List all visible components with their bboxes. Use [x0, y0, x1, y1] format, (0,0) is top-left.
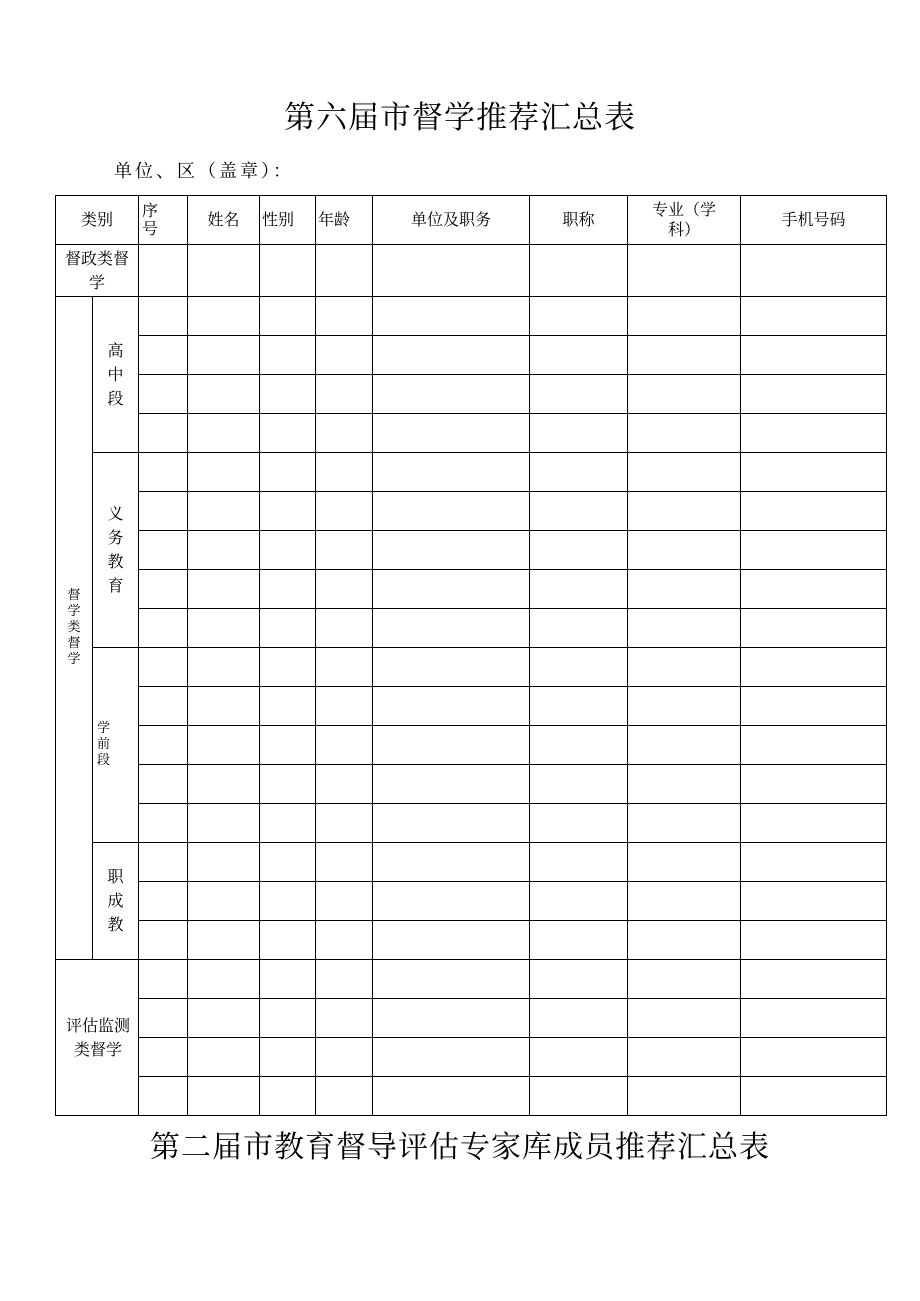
cell[interactable] [188, 531, 260, 570]
cell[interactable] [530, 687, 628, 726]
cell[interactable] [373, 531, 530, 570]
table-row [56, 804, 887, 843]
cell[interactable] [530, 609, 628, 648]
cell[interactable] [373, 843, 530, 882]
category-academic: 督学类督学 [56, 297, 93, 960]
cell[interactable] [628, 960, 741, 999]
cell[interactable] [139, 1077, 188, 1116]
cell[interactable] [628, 1038, 741, 1077]
cell[interactable] [373, 375, 530, 414]
cell[interactable] [139, 336, 188, 375]
cell[interactable] [530, 570, 628, 609]
cell[interactable] [628, 687, 741, 726]
cell[interactable] [188, 921, 260, 960]
header-major: 专业（学科） [628, 196, 741, 245]
cell[interactable] [741, 375, 887, 414]
cell[interactable] [316, 531, 373, 570]
cell[interactable] [316, 1038, 373, 1077]
cell[interactable] [188, 609, 260, 648]
subcategory-high-school: 高中段 [93, 297, 139, 453]
cell[interactable] [139, 1038, 188, 1077]
header-seq: 序号 [139, 196, 188, 245]
table-row [56, 245, 887, 297]
cell[interactable] [628, 531, 741, 570]
table-row [56, 336, 887, 375]
cell[interactable] [741, 843, 887, 882]
cell[interactable] [316, 648, 373, 687]
page-title: 第六届市督学推荐汇总表 [284, 100, 636, 136]
cell[interactable] [260, 726, 316, 765]
cell[interactable] [373, 336, 530, 375]
table-row [56, 414, 887, 453]
cell[interactable] [741, 1038, 887, 1077]
cell[interactable] [139, 648, 188, 687]
cell[interactable] [373, 999, 530, 1038]
cell[interactable] [628, 726, 741, 765]
cell[interactable] [741, 882, 887, 921]
cell[interactable] [316, 999, 373, 1038]
cell[interactable] [628, 414, 741, 453]
cell[interactable] [316, 804, 373, 843]
cell[interactable] [373, 245, 530, 297]
cell[interactable] [373, 609, 530, 648]
cell[interactable] [260, 882, 316, 921]
cell[interactable] [741, 726, 887, 765]
cell[interactable] [373, 414, 530, 453]
cell[interactable] [530, 336, 628, 375]
recommendation-table [55, 195, 887, 1116]
cell[interactable] [260, 843, 316, 882]
table-row [56, 999, 887, 1038]
cell[interactable] [139, 765, 188, 804]
cell[interactable] [260, 687, 316, 726]
cell[interactable] [530, 245, 628, 297]
cell[interactable] [260, 570, 316, 609]
cell[interactable] [628, 882, 741, 921]
cell[interactable] [373, 1038, 530, 1077]
cell[interactable] [188, 726, 260, 765]
cell[interactable] [530, 726, 628, 765]
cell[interactable] [188, 648, 260, 687]
cell[interactable] [260, 245, 316, 297]
subcategory-vocational: 职成教 [93, 843, 139, 960]
cell[interactable] [741, 1077, 887, 1116]
cell[interactable] [530, 297, 628, 336]
cell[interactable] [188, 765, 260, 804]
cell[interactable] [260, 999, 316, 1038]
cell[interactable] [139, 609, 188, 648]
unit-stamp-label: 单位、区（盖章）： [114, 161, 294, 182]
cell[interactable] [188, 999, 260, 1038]
second-table-title: 第二届市教育督导评估专家库成员推荐汇总表 [150, 1130, 770, 1165]
cell[interactable] [260, 765, 316, 804]
cell[interactable] [316, 882, 373, 921]
cell[interactable] [628, 336, 741, 375]
cell[interactable] [316, 245, 373, 297]
cell[interactable] [188, 687, 260, 726]
cell[interactable] [530, 531, 628, 570]
cell[interactable] [139, 453, 188, 492]
header-age: 年龄 [316, 196, 373, 245]
cell[interactable] [316, 570, 373, 609]
cell[interactable] [188, 336, 260, 375]
cell[interactable] [139, 726, 188, 765]
cell[interactable] [741, 648, 887, 687]
cell[interactable] [373, 648, 530, 687]
cell[interactable] [316, 453, 373, 492]
table-row [56, 531, 887, 570]
header-gender: 性别 [260, 196, 316, 245]
table-row [56, 882, 887, 921]
header-row [56, 196, 887, 245]
cell[interactable] [139, 882, 188, 921]
cell[interactable] [316, 375, 373, 414]
cell[interactable] [316, 765, 373, 804]
cell[interactable] [530, 804, 628, 843]
table-row [56, 453, 887, 492]
cell[interactable] [530, 375, 628, 414]
table-row [56, 687, 887, 726]
cell[interactable] [628, 843, 741, 882]
cell[interactable] [741, 492, 887, 531]
cell[interactable] [188, 1077, 260, 1116]
subcategory-preschool: 学前段 [93, 648, 139, 843]
cell[interactable] [139, 921, 188, 960]
cell[interactable] [373, 687, 530, 726]
cell[interactable] [316, 1077, 373, 1116]
table-row [56, 648, 887, 687]
cell[interactable] [628, 609, 741, 648]
cell[interactable] [628, 570, 741, 609]
cell[interactable] [188, 960, 260, 999]
table-row [56, 609, 887, 648]
table-row [56, 297, 887, 336]
cell[interactable] [188, 1038, 260, 1077]
cell[interactable] [260, 609, 316, 648]
category-admin: 督政类督学 [56, 245, 139, 297]
cell[interactable] [260, 1077, 316, 1116]
cell[interactable] [188, 570, 260, 609]
cell[interactable] [188, 375, 260, 414]
cell[interactable] [530, 882, 628, 921]
cell[interactable] [260, 648, 316, 687]
cell[interactable] [139, 687, 188, 726]
cell[interactable] [373, 804, 530, 843]
cell[interactable] [260, 297, 316, 336]
cell[interactable] [741, 570, 887, 609]
cell[interactable] [139, 414, 188, 453]
cell[interactable] [373, 453, 530, 492]
cell[interactable] [316, 921, 373, 960]
cell[interactable] [530, 648, 628, 687]
cell[interactable] [373, 297, 530, 336]
cell[interactable] [373, 882, 530, 921]
cell[interactable] [628, 804, 741, 843]
table-row [56, 1038, 887, 1077]
cell[interactable] [188, 882, 260, 921]
table-row [56, 1077, 887, 1116]
cell[interactable] [260, 453, 316, 492]
cell[interactable] [741, 999, 887, 1038]
cell[interactable] [373, 492, 530, 531]
table-row [56, 375, 887, 414]
cell[interactable] [316, 687, 373, 726]
cell[interactable] [260, 1038, 316, 1077]
cell[interactable] [260, 960, 316, 999]
cell[interactable] [188, 297, 260, 336]
cell[interactable] [530, 414, 628, 453]
cell[interactable] [530, 921, 628, 960]
cell[interactable] [628, 765, 741, 804]
cell[interactable] [139, 531, 188, 570]
cell[interactable] [139, 492, 188, 531]
cell[interactable] [316, 492, 373, 531]
header-category: 类别 [56, 196, 139, 245]
table-row [56, 492, 887, 531]
table-row [56, 765, 887, 804]
table-row [56, 960, 887, 999]
cell[interactable] [188, 414, 260, 453]
cell[interactable] [139, 375, 188, 414]
cell[interactable] [741, 921, 887, 960]
cell[interactable] [139, 245, 188, 297]
cell[interactable] [628, 492, 741, 531]
cell[interactable] [188, 453, 260, 492]
cell[interactable] [741, 245, 887, 297]
cell[interactable] [373, 921, 530, 960]
cell[interactable] [628, 453, 741, 492]
cell[interactable] [260, 375, 316, 414]
cell[interactable] [530, 1038, 628, 1077]
cell[interactable] [373, 960, 530, 999]
cell[interactable] [530, 1077, 628, 1116]
subcategory-compulsory: 义务教育 [93, 453, 139, 648]
cell[interactable] [741, 960, 887, 999]
cell[interactable] [530, 453, 628, 492]
cell[interactable] [139, 999, 188, 1038]
cell[interactable] [373, 765, 530, 804]
cell[interactable] [139, 960, 188, 999]
cell[interactable] [628, 245, 741, 297]
cell[interactable] [316, 336, 373, 375]
cell[interactable] [316, 960, 373, 999]
table-row [56, 843, 887, 882]
category-evaluation: 评估监测类督学 [56, 960, 139, 1116]
cell[interactable] [741, 453, 887, 492]
cell[interactable] [139, 843, 188, 882]
header-job-title: 职称 [530, 196, 628, 245]
cell[interactable] [139, 570, 188, 609]
cell[interactable] [741, 297, 887, 336]
cell[interactable] [530, 999, 628, 1038]
cell[interactable] [188, 245, 260, 297]
cell[interactable] [628, 375, 741, 414]
table-row [56, 726, 887, 765]
cell[interactable] [260, 492, 316, 531]
cell[interactable] [628, 921, 741, 960]
cell[interactable] [260, 921, 316, 960]
header-phone: 手机号码 [741, 196, 887, 245]
cell[interactable] [741, 414, 887, 453]
cell[interactable] [741, 609, 887, 648]
cell[interactable] [628, 648, 741, 687]
cell[interactable] [260, 531, 316, 570]
table-row [56, 570, 887, 609]
cell[interactable] [139, 804, 188, 843]
cell[interactable] [628, 999, 741, 1038]
cell[interactable] [316, 414, 373, 453]
cell[interactable] [188, 843, 260, 882]
header-name: 姓名 [188, 196, 260, 245]
cell[interactable] [260, 804, 316, 843]
cell[interactable] [530, 492, 628, 531]
cell[interactable] [373, 1077, 530, 1116]
cell[interactable] [316, 297, 373, 336]
cell[interactable] [260, 336, 316, 375]
cell[interactable] [316, 726, 373, 765]
cell[interactable] [741, 687, 887, 726]
table-row [56, 921, 887, 960]
cell[interactable] [188, 492, 260, 531]
cell[interactable] [628, 1077, 741, 1116]
cell[interactable] [741, 804, 887, 843]
cell[interactable] [373, 726, 530, 765]
cell[interactable] [741, 531, 887, 570]
cell[interactable] [316, 843, 373, 882]
cell[interactable] [530, 765, 628, 804]
cell[interactable] [373, 570, 530, 609]
cell[interactable] [741, 765, 887, 804]
cell[interactable] [530, 960, 628, 999]
header-org-position: 单位及职务 [373, 196, 530, 245]
cell[interactable] [316, 609, 373, 648]
cell[interactable] [530, 843, 628, 882]
cell[interactable] [260, 414, 316, 453]
cell[interactable] [139, 297, 188, 336]
cell[interactable] [188, 804, 260, 843]
cell[interactable] [741, 336, 887, 375]
cell[interactable] [628, 297, 741, 336]
